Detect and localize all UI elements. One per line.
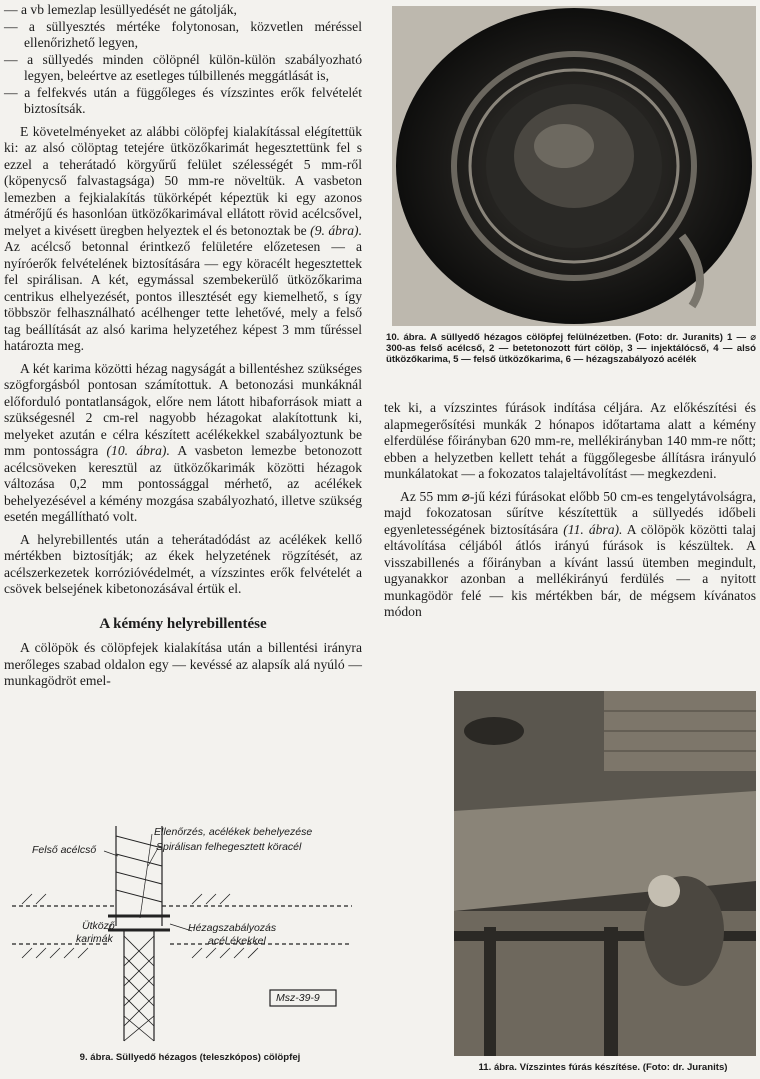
section-heading: A kémény helyrebillentése [99,615,267,632]
figure-11-photo [454,691,756,1056]
figure-reference: (9. ábra). [310,222,362,238]
list-item: — a vb lemezlap lesüllyedését ne gátolják, [4,2,362,19]
paragraph [4,361,362,526]
list-item: — a süllyesztés mértéke folytonosan, közvetlen méréssel ellenőrizhető legyen, [4,19,362,52]
list-item: — a felfekvés után a függőleges és vízszintes erők felvételét biztosítsák. [4,85,362,118]
diagram-label: karimák [76,933,113,945]
figure-11-caption: 11. ábra. Vízszintes fúrás készítése. (Foto: dr. Juranits) [478,1062,728,1073]
figure-9-caption: 9. ábra. Süllyedő hézagos (teleszkópos) cölöpfej [79,1052,301,1063]
diagram-label: Spirálisan felhegesztett köracél [156,841,302,853]
figure-10-caption: 10. ábra. A süllyedő hézagos cölöpfej felülnézetben. (Foto: dr. Juranits) 1 — ⌀ 300-as felső acélcső, 2 — betetonozott fúrt cölöp, 3 — injektálócső, 4 — alsó ütközőkarima, 5 — felső ütközőkarima, 6 — hézagszabályozó acélék [386,332,756,365]
figure-9-diagram [12,826,362,1046]
diagram-label: Ellenőrzés, acélékek behelyezése [154,826,313,838]
paragraph [384,489,756,621]
pile-head-top-view-image [392,6,756,326]
diagram-label: Ütköző [82,920,115,932]
paragraph-text: Az 55 mm ⌀-jű kézi fúrásokat előbb 50 cm-es tengelytávolságra, majd fokozatosan sűrítve készítettük a süllyedés időbeli egyenletességének biztosítására [384,488,756,537]
paragraph-text: E követelményeket az alábbi cölöpfej kialakítással elégítettük ki: az alsó cölöptag tetejére ütközőkarimát hegesztettünk fel s ezzel a teherátadó körgyűrű felület szélességét 5 mm-ről (köpenycső falvastagsága) 50 mm-re növeltük. A vasbeton lemezben a fejkialakítás tükörképét képeztük ki egy azonos átmérőjű és hasonlóan ütközőkarimával ellátott rövid acélcsővel, melyet a kivésett üregben helyeztek el és betonoztak be [4,123,362,238]
list-item: — a süllyedés minden cölöpnél külön-külön szabályozható legyen, beleértve az esetleges túlbillenés meggátlását is, [4,52,362,85]
paragraph-text: A két karima közötti hézag nagyságát a billentéshez szükséges szögforgásból pontosan számítottuk. A betonozási munkáknál előforduló pontatlanságok, előre nem látott hibaforrások miatt a szükségesnél 2 cm-rel nagyobb hézagokat alakítottunk ki, melyeket azután e célra készített acélékekkel szabályoztunk be mm pontosságra [4,360,362,458]
right-column [384,400,756,627]
paragraph-text: A vasbeton lemezbe betonozott acélcsöveken keresztül az ütközőkarimák közötti hézagok változása 0,2 mm pontossággal mérhető, az acélékek behelyezésével a kémény mozgása szabályozható, illetve szükség esetén megállítható volt. [4,443,363,524]
paragraph-text: Az acélcső betonnal érintkező felületére előzetesen — a nyíróerők felvételének biztosítására — egy köracélt hegesztettek fel spirálisan. A két, egymással szembekerülő ütközőkarima centrikus elhelyezését, pontos illesztését egy kiemelhető, s így többször felhasználható acélhenger tette lehetővé, mely a felső tag beállítását az alsó karima helyzetéhez képest 3 mm tűréssel határozta meg. [4,239,362,353]
horizontal-drilling-image [454,691,756,1056]
drawing-code: Msz-39-9 [276,992,320,1004]
paragraph [4,124,362,355]
figure-reference: (10. ábra). [106,443,170,458]
paragraph: A helyrebillentés után a teherátadódást az acélékek kellő mértékben biztosítják; az ékek helyzetének rögzítését, az acélszerkezetek korrózióvédelmét, a vízszintes erők felvételét a csövek belsejének kibetonozásával értük el. [4,531,362,596]
figure-reference: (11. ábra). [563,521,623,537]
diagram-label: Felső acélcső [32,844,97,856]
figure-10-photo [392,6,756,326]
telescopic-pile-head-drawing [12,826,362,1046]
diagram-label: Hézagszabályozás [188,922,277,934]
paragraph-text: A cölöpök közötti talaj eltávolítása céljából átlós irányú fúrások is készültek. A visszabillenés a főirányban a kívánt lassú ütemben megindult, ugyanakkor azonban a mellékirányú ferdülés — a nyitott munkagödör felé — kis mértékben bár, de mégsem kívánatos módon [384,521,756,619]
requirements-list [4,2,362,118]
diagram-label: acél ékekkel [208,935,266,947]
paragraph: A cölöpök és cölöpfejek kialakítása után a billentési irányra merőleges szabad oldalon egy — kevéssé az alapsík alá nyúló — munkagödröt emel- [4,640,362,688]
left-column [4,2,362,696]
paragraph: tek ki, a vízszintes fúrások indítása céljára. Az előkészítési és alapmegerősítési munkák 2 hónapos időtartama alatt a kémény elferdülése főirányban 620 mm-re, mellékirányban 140 mm-re nőtt; ebben a helyzetben kellett tehát a függőlegesbe állításra irányuló munkálatokat — a fokozatos talajeltávolítást — megkezdeni. [384,400,756,481]
